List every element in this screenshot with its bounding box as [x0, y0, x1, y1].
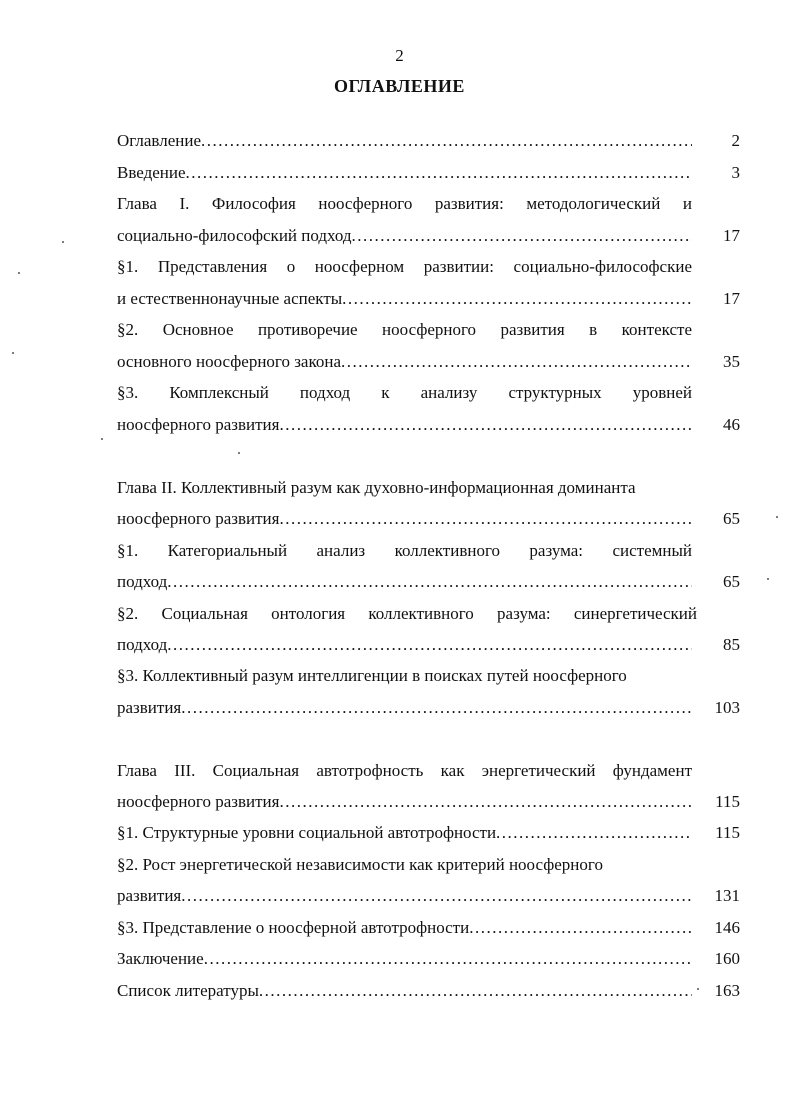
toc-section-2-3[interactable]: §3. Коллективный разум интеллигенции в поисках путей ноосферного	[117, 666, 627, 685]
toc-entry-contents[interactable]	[117, 131, 692, 151]
leader-dots	[469, 918, 692, 938]
toc-entry-label: §3. Представление о ноосферной автотрофности	[117, 918, 470, 937]
toc-entry-label: Введение	[117, 163, 186, 182]
toc-entry-label: Оглавление	[117, 131, 201, 150]
toc-entry-label: Список литературы	[117, 981, 259, 1000]
leader-dots	[342, 289, 692, 309]
toc-page-number: 17	[723, 226, 740, 245]
toc-page-number: 163	[714, 981, 740, 1000]
toc-section-2-2[interactable]: §2. Социальная онтология коллективного разума: синергетический	[117, 604, 697, 623]
toc-entry-label: и естественнонаучные аспекты	[117, 289, 343, 308]
toc-section-1-2-cont[interactable]	[117, 352, 692, 372]
leader-dots	[186, 163, 692, 183]
scan-speck	[767, 578, 769, 580]
toc-chapter-3-title[interactable]: Глава III. Социальная автотрофность как энергетический фундамент	[117, 761, 692, 780]
toc-page-number: 85	[723, 635, 740, 654]
toc-entry-label: ноосферного развития	[117, 415, 280, 434]
page-number: 2	[395, 46, 404, 65]
toc-section-3-2-cont[interactable]	[117, 886, 692, 906]
leader-dots	[259, 981, 692, 1001]
toc-section-3-3[interactable]	[117, 918, 692, 938]
page-title: ОГЛАВЛЕНИЕ	[334, 76, 465, 96]
leader-dots	[201, 131, 692, 151]
toc-section-2-2-cont[interactable]	[117, 635, 692, 655]
toc-page-number: 160	[714, 949, 740, 968]
toc-entry-label: развития	[117, 886, 182, 905]
toc-entry-label: Заключение	[117, 949, 204, 968]
toc-page-number: 131	[714, 886, 740, 905]
toc-page-number: 115	[715, 792, 740, 811]
toc-section-3-2[interactable]: §2. Рост энергетической независимости как критерий ноосферного	[117, 855, 603, 874]
toc-entry-label: подход	[117, 572, 168, 591]
toc-page-number: 115	[715, 823, 740, 842]
scan-speck	[697, 988, 699, 990]
scan-speck	[776, 516, 778, 518]
toc-section-1-2[interactable]: §2. Основное противоречие ноосферного развития в контексте	[117, 320, 692, 339]
leader-dots	[279, 509, 692, 529]
leader-dots	[204, 949, 692, 969]
scan-speck	[62, 241, 64, 243]
toc-chapter-1-title-cont[interactable]	[117, 226, 692, 246]
scan-speck	[18, 272, 20, 274]
leader-dots	[341, 352, 692, 372]
leader-dots	[279, 415, 692, 435]
toc-entry-label: основного ноосферного закона	[117, 352, 342, 371]
leader-dots	[181, 698, 692, 718]
leader-dots	[496, 823, 692, 843]
toc-section-3-1[interactable]	[117, 823, 692, 843]
toc-chapter-2-title[interactable]: Глава II. Коллективный разум как духовно-информационная доминанта	[117, 478, 636, 497]
toc-section-1-1[interactable]: §1. Представления о ноосферном развитии: социально-философские	[117, 257, 692, 276]
scan-speck	[101, 438, 103, 440]
toc-entry-conclusion[interactable]	[117, 949, 692, 969]
toc-page-number: 103	[714, 698, 740, 717]
toc-section-2-3-cont[interactable]	[117, 698, 692, 718]
scan-speck	[12, 352, 14, 354]
leader-dots	[352, 226, 692, 246]
toc-page-number: 3	[731, 163, 740, 182]
toc-entry-label: развития	[117, 698, 182, 717]
toc-section-1-3-cont[interactable]	[117, 415, 692, 435]
toc-section-2-1[interactable]: §1. Категориальный анализ коллективного разума: системный	[117, 541, 692, 560]
toc-page-number: 65	[723, 509, 740, 528]
toc-chapter-1-title[interactable]: Глава I. Философия ноосферного развития: методологический и	[117, 194, 692, 213]
toc-page-number: 46	[723, 415, 740, 434]
toc-entry-label: §1. Структурные уровни социальной автотрофности	[117, 823, 497, 842]
leader-dots	[167, 572, 692, 592]
toc-entry-label: социально-философский подход	[117, 226, 352, 245]
toc-chapter-2-title-cont[interactable]	[117, 509, 692, 529]
toc-section-1-3[interactable]: §3. Комплексный подход к анализу структурных уровней	[117, 383, 692, 402]
leader-dots	[279, 792, 692, 812]
toc-page-number: 35	[723, 352, 740, 371]
leader-dots	[167, 635, 692, 655]
toc-entry-bibliography[interactable]	[117, 981, 692, 1001]
toc-page-number: 17	[723, 289, 740, 308]
toc-entry-label: ноосферного развития	[117, 792, 280, 811]
toc-section-2-1-cont[interactable]	[117, 572, 692, 592]
leader-dots	[181, 886, 692, 906]
toc-page-number: 146	[714, 918, 740, 937]
toc-section-1-1-cont[interactable]	[117, 289, 692, 309]
scan-speck	[238, 452, 240, 454]
toc-entry-label: ноосферного развития	[117, 509, 280, 528]
toc-page-number: 2	[731, 131, 740, 150]
toc-page-number: 65	[723, 572, 740, 591]
toc-entry-introduction[interactable]	[117, 163, 692, 183]
toc-chapter-3-title-cont[interactable]	[117, 792, 692, 812]
toc-entry-label: подход	[117, 635, 168, 654]
